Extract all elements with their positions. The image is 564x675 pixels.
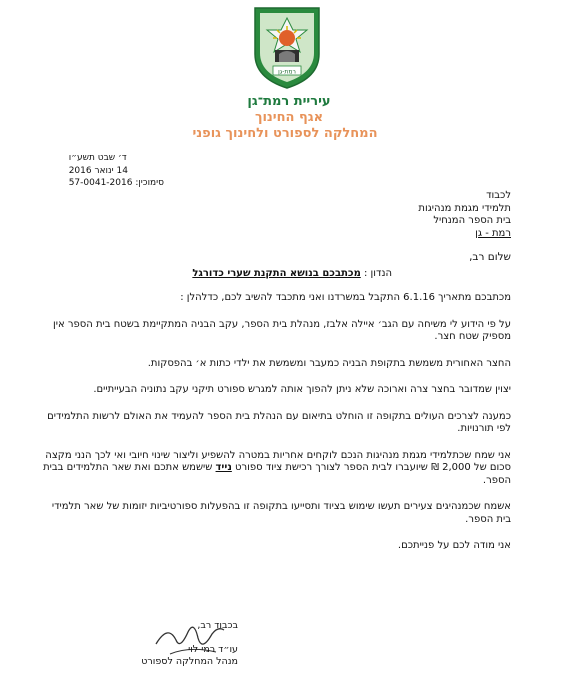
greeting: שלום רב,: [469, 251, 511, 263]
body-paragraph: כמענה לצרכים העולים בתקופה זו הוחלט בתיאום עם הנהלת בית הספר להעמיד את האולם לרשות התלמידים לפי תורנויות.: [47, 410, 511, 434]
signer-title: מנהל המחלקה לספורט: [141, 656, 238, 667]
body-paragraph-budget: [41, 450, 511, 488]
budget-text-after: שישמש אתכם ואת שאר התלמידים בבית הספר.: [43, 462, 511, 486]
body-paragraph: יצוין שמדובר בחצר צרה וארוכה שלא ניתן להפוך אותה למגרש ספורט תיקני עקב נתוניה הבעייתיים.: [93, 384, 511, 395]
recipient-line: בית הספר המנחיל: [433, 215, 511, 226]
subject-line: [192, 268, 392, 279]
recipient-salutation: לכבוד: [486, 190, 511, 201]
city-name: עיריית רמת־גן: [247, 94, 331, 109]
recipient-block: [418, 190, 511, 240]
division-name: אגף החינוך: [254, 110, 324, 125]
emblem-arch: [279, 51, 295, 62]
body-paragraph: מכתבכם מתאריך 6.1.16 התקבל במשרדנו ואני מתכבד להשיב לכם, כדלהלן :: [180, 292, 511, 303]
body-paragraph: על פי הידוע לי משיחה עם הגב׳ איילה אלבז, מנהלת בית הספר, עקב הבניה המתקיימת בשטח בית הספר אין מספיק שטח חצר.: [53, 318, 511, 342]
recipient-line: תלמידי מגמת מנהיגות: [418, 202, 511, 214]
emblem-sun: [279, 30, 295, 46]
body-paragraph: אשמח שכמנהיגים צעירים תעשו שימוש בציוד ותסייעו בתקופה זו בהפעלות ספורטיביות יזומות של שאר תלמידי בית הספר.: [51, 501, 511, 525]
budget-text-before: אני שמח שכתלמידי מגמת מנהיגות הנכם לוקחים אחריות במטרה להשפיע וליצור שינוי חיובי ואי לכך הנני מקצה סכום של 2,000 ₪ שיועברו לבית הספר לצורך רכישת ציוד ספורט: [45, 449, 511, 473]
letter-meta: [69, 152, 164, 190]
ramat-gan-emblem: [247, 6, 327, 90]
hebrew-date: ד׳ שבט תשע״ו: [68, 153, 127, 163]
reference-number: סימוכין: 57-0041-2016: [68, 178, 164, 188]
body-paragraph-thanks: אני מודה לכם על פנייתכם.: [397, 540, 511, 551]
body-paragraph: החצר האחורית משמשת בתקופת הבניה כמעבר ומשמשת את ילדי כתות א׳ בהפסקות.: [147, 357, 511, 369]
signer-name: עו״ד רמי לוי: [188, 644, 238, 655]
subject-label: הנדון :: [364, 268, 392, 279]
gregorian-date: 14 ינואר 2016: [68, 165, 128, 176]
recipient-city: רמת - גן: [475, 227, 511, 239]
emblem-ribbon-text: רמת-גן: [278, 68, 296, 76]
signature-block: [118, 620, 238, 668]
signature-closing: בכבוד רב,: [197, 620, 238, 631]
subject-title: מכתבכם בנושא התקנת שערי כדורגל: [192, 268, 361, 279]
department-name: המחלקה לספורט ולחינוך גופני: [192, 126, 378, 141]
emphasis-mobile: נייד: [215, 462, 232, 473]
letter-body: [41, 292, 511, 567]
